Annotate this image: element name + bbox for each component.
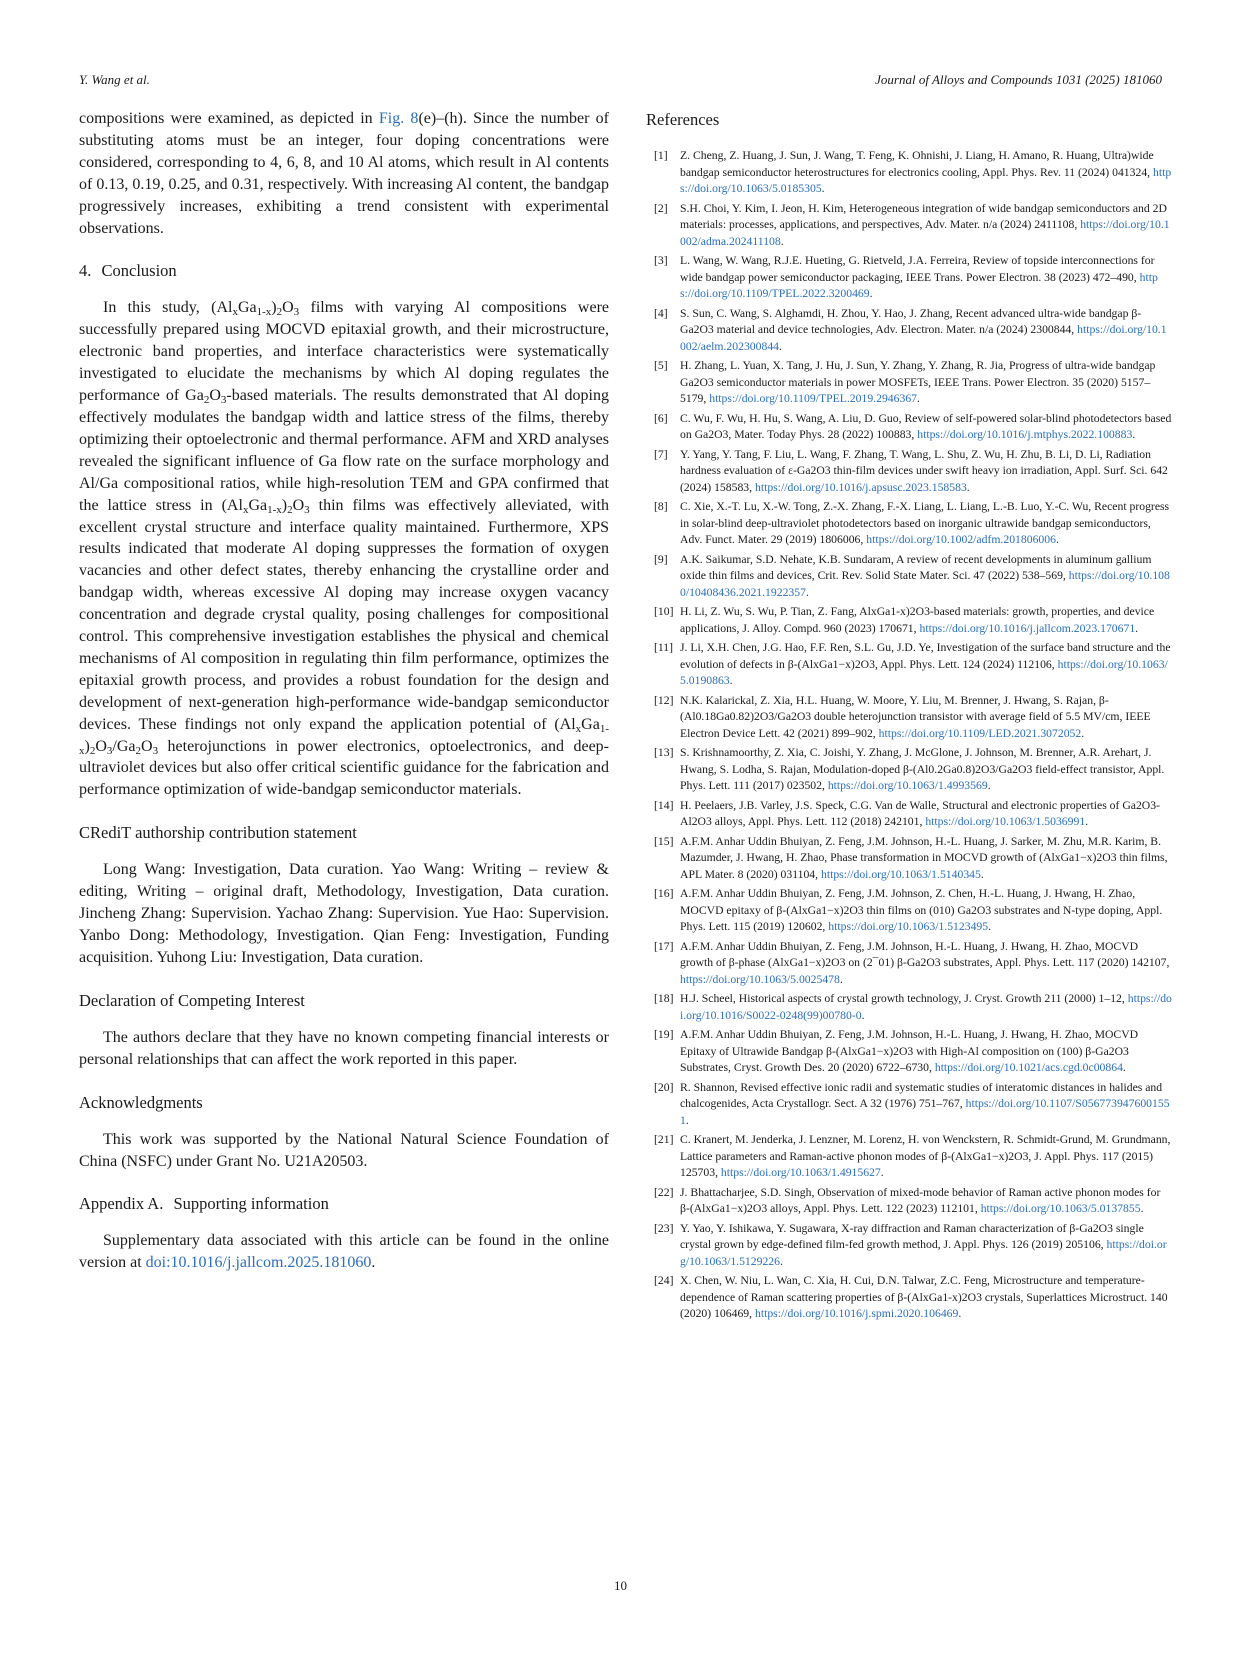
reference-doi-link[interactable]: https://doi.org/10.1063/5.0137855 [980,1202,1141,1215]
reference-number: [24] [654,1274,674,1287]
reference-doi-link[interactable]: https://doi.org/10.1109/LED.2021.3072052 [878,726,1082,740]
reference-citation: H.J. Scheel, Historical aspects of crystal growth technology, J. Cryst. Growth 211 (2000) 1–12, [680,992,1128,1005]
reference-number: [3] [654,254,668,267]
reference-text [680,358,1172,408]
reference-item [646,1221,1172,1271]
reference-end: . [1122,1061,1126,1074]
references-heading: References [646,110,720,129]
reference-doi-link[interactable]: https://doi.org/10.1080/10408436.2021.1922357 [680,569,1170,599]
appendix-paragraph [79,1230,609,1274]
reference-end: . [1132,428,1136,441]
intro-paragraph [79,108,609,239]
reference-item [646,1080,1172,1130]
reference-item [646,499,1172,549]
reference-number: [1] [654,149,668,162]
appendix-end: . [371,1254,376,1272]
reference-text [680,253,1172,303]
reference-text [680,1273,1172,1323]
reference-end: . [780,234,784,248]
reference-text [680,640,1172,690]
appendix-label: Appendix A. [79,1194,164,1214]
acknowledgments-heading: Acknowledgments [79,1092,203,1112]
reference-doi-link[interactable]: https://doi.org/10.1002/adfm.201806006 [866,533,1056,546]
page-number: 10 [614,1578,627,1593]
reference-number: [21] [654,1133,674,1146]
reference-citation: N.K. Kalarickal, Z. Xia, H.L. Huang, W. Moore, Y. Liu, M. Brenner, J. Hwang, S. Rajan, β-(Al0.18Ga0.82)2O3/Ga2O3 double heterojunction transistor with average field of 5.5 MV/cm, IEEE Electron Device Lett. 42 (2021) 899–902, [680,693,1151,740]
section-number: 4. [79,261,92,281]
reference-item [646,991,1172,1024]
reference-end: . [1085,815,1089,828]
reference-text [680,798,1172,831]
reference-citation: A.F.M. Anhar Uddin Bhuiyan, Z. Feng, J.M. Johnson, H.-L. Huang, J. Hwang, H. Zhao, MOCVD growth of β-phase (AlxGa1−x)2O3 on (2¯01) β-Ga2O3 substrates, Appl. Phys. Lett. 117 (2020) 142107, [680,939,1170,969]
reference-item [646,640,1172,690]
reference-citation: H. Li, Z. Wu, S. Wu, P. Tian, Z. Fang, AlxGa1-x)2O3-based materials: growth, properties, and device applications, J. Alloy. Compd. 960 (2023) 170671, [680,605,1155,635]
reference-doi-link[interactable]: https://doi.org/10.1063/5.0025478 [680,972,840,986]
reference-list [646,148,1172,1323]
credit-heading: CRediT authorship contribution statement [79,823,357,843]
reference-doi-link[interactable]: https://doi.org/10.1063/1.4993569 [827,779,988,792]
reference-number: [12] [654,693,674,707]
reference-text [680,1185,1172,1218]
reference-number: [4] [654,306,668,320]
reference-number: [20] [654,1080,674,1094]
section-title: Conclusion [101,261,177,281]
right-column [646,108,1172,1326]
reference-text [680,411,1172,444]
reference-text [680,991,1172,1024]
reference-end: . [780,1254,783,1268]
reference-end: . [1081,726,1085,740]
reference-number: [14] [654,798,674,812]
reference-end: . [869,287,873,300]
reference-item [646,552,1172,602]
reference-end: . [729,674,733,687]
reference-text [680,939,1172,989]
reference-citation: A.F.M. Anhar Uddin Bhuiyan, Z. Feng, J.M. Johnson, H.-L. Huang, J. Sarker, M. Zhu, M.R. Karim, B. Mazumder, J. Hwang, H. Zhao, Phase transformation in MOCVD growth of (AlxGa1−x)2O3 thin films, APL Mater. 8 (2020) 031104, [680,834,1168,881]
reference-citation: Y. Yang, Y. Tang, F. Liu, L. Wang, F. Zhang, T. Wang, L. Shu, Z. Wu, H. Zhu, B. Li, D. Li, Radiation hardness evaluation of ε-Ga2O3 thin-film devices under swift heavy ion irradiation, Appl. Surf. Sci. 642 (2024) 158583, [680,447,1168,494]
reference-end: . [685,1113,689,1127]
reference-citation: L. Wang, W. Wang, R.J.E. Hueting, G. Rietveld, J.A. Ferreira, Review of topside interconnections for wide bandgap power semiconductor packaging, IEEE Trans. Power Electron. 38 (2023) 472–490, [680,254,1155,284]
reference-item [646,745,1172,795]
reference-number: [7] [654,447,668,461]
appendix-doi-link[interactable]: doi:10.1016/j.jallcom.2025.181060 [145,1254,372,1272]
reference-end: . [821,182,825,195]
reference-citation: Y. Yao, Y. Ishikawa, Y. Sugawara, X-ray diffraction and Raman characterization of β-Ga2O3 single crystal grown by edge-defined film-fed growth method, J. Appl. Phys. 126 (2019) 205106, [680,1221,1144,1251]
reference-item [646,358,1172,408]
reference-number: [8] [654,500,668,513]
reference-item [646,939,1172,989]
reference-doi-link[interactable]: https://doi.org/10.1063/5.0190863 [680,657,1168,687]
reference-number: [23] [654,1221,674,1235]
reference-number: [13] [654,746,674,759]
reference-number: [6] [654,411,668,425]
reference-doi-link[interactable]: https://doi.org/10.1016/S0022-0248(99)00780-0 [680,992,1172,1022]
reference-citation: J. Li, X.H. Chen, J.G. Hao, F.F. Ren, S.L. Gu, J.D. Ye, Investigation of the surface band structure and the evolution of defects in β-(AlxGa1−x)2O3, Appl. Phys. Lett. 124 (2024) 112106, [680,641,1171,671]
reference-item [646,148,1172,198]
reference-doi-link[interactable]: https://doi.org/10.1021/acs.cgd.0c00864 [934,1061,1123,1074]
appendix-heading [79,1194,609,1214]
reference-citation: H. Zhang, L. Yuan, X. Tang, J. Hu, J. Sun, Y. Zhang, Y. Zhang, R. Jia, Progress of ultra-wide bandgap Ga2O3 semiconductor materials in power MOSFETs, IEEE Trans. Power Electron. 35 (2020) 5157–5179, [680,359,1156,405]
reference-citation: A.F.M. Anhar Uddin Bhuiyan, Z. Feng, J.M. Johnson, H.-L. Huang, J. Hwang, H. Zhao, MOCVD Epitaxy of Ultrawide Bandgap β-(AlxGa1−x)2O3 with High-Al composition on (100) β-Ga2O3 Substrates, Cryst. Growth Des. 20 (2020) 6722–6730, [680,1028,1139,1074]
reference-citation: J. Bhattacharjee, S.D. Singh, Observation of mixed-mode behavior of Raman active phonon modes for β-(AlxGa1−x)2O3 alloys, Appl. Phys. Lett. 122 (2023) 112101, [680,1185,1161,1215]
reference-number: [5] [654,359,668,372]
reference-citation: Z. Cheng, Z. Huang, J. Sun, J. Wang, T. Feng, K. Ohnishi, J. Liang, H. Amano, R. Huang, Ultra)wide bandgap semiconductor heterostructures for electronics cooling, Appl. Phys. Rev. 11 (2024) 041324, [680,149,1154,179]
appendix-text: Supplementary data associated with this article can be found in the online version at [79,1232,609,1272]
reference-doi-link[interactable]: https://doi.org/10.1063/1.5129226 [680,1238,1167,1268]
reference-item [646,1273,1172,1323]
acknowledgments-paragraph: This work was supported by the National Natural Science Foundation of China (NSFC) under Grant No. U21A20503. [79,1130,609,1170]
reference-citation: C. Wu, F. Wu, H. Hu, S. Wang, A. Liu, D. Guo, Review of self-powered solar-blind photodetectors based on Ga2O3, Mater. Today Phys. 28 (2022) 100883, [680,411,1172,441]
reference-end: . [987,779,991,792]
reference-number: [16] [654,887,674,900]
competing-interest-heading: Declaration of Competing Interest [79,990,305,1010]
reference-end: . [1135,621,1139,635]
reference-text [680,148,1172,198]
reference-citation: X. Chen, W. Niu, L. Wan, C. Xia, H. Cui, D.N. Talwar, Z.C. Feng, Microstructure and temperature-dependence of Raman scattering properties of β-(AlxGa1-x)2O3 crystals, Superlattices Microstruct. 140 (2020) 106469, [680,1274,1168,1320]
figure-link[interactable]: Fig. 8 [378,110,419,127]
reference-number: [19] [654,1028,674,1041]
running-head-journal: Journal of Alloys and Compounds 1031 (2025) 181060 [875,72,1162,87]
reference-doi-link[interactable]: https://doi.org/10.1109/TPEL.2019.2946367 [709,392,918,405]
reference-doi-link[interactable]: https://doi.org/10.1002/aelm.202300844 [680,323,1167,353]
reference-item [646,886,1172,936]
reference-item [646,411,1172,444]
reference-text [680,201,1172,251]
credit-paragraph: Long Wang: Investigation, Data curation. Yao Wang: Writing – review & editing, Writing – original draft, Methodology, Investigation, Data curation. Jincheng Zhang: Supervision. Yachao Zhang: Supervision. Yue Hao: Supervision. Yanbo Dong: Methodology, Investigation. Qian Feng: Investigation, Funding acquisition. Yuhong Liu: Investigation, Data curation. [79,861,609,966]
reference-doi-link[interactable]: https://doi.org/10.1063/5.0185305 [680,165,1172,195]
reference-number: [18] [654,992,674,1005]
reference-doi-link[interactable]: https://doi.org/10.1063/1.5140345 [821,867,981,881]
reference-text [680,1080,1172,1130]
reference-text [680,745,1172,795]
reference-item [646,447,1172,497]
reference-end: . [880,1166,884,1179]
conclusion-heading [79,261,609,281]
reference-number: [9] [654,552,668,566]
reference-number: [11] [654,641,674,654]
reference-number: [10] [654,605,674,618]
reference-end: . [839,972,843,986]
reference-citation: A.F.M. Anhar Uddin Bhuiyan, Z. Feng, J.M. Johnson, Z. Chen, H.-L. Huang, J. Hwang, H. Zhao, MOCVD epitaxy of β-(AlxGa1−x)2O3 thin films on (010) Ga2O3 substrates and N-type doping, Appl. Phys. Lett. 115 (2019) 120602, [680,887,1163,933]
reference-item [646,604,1172,637]
reference-doi-link[interactable]: https://doi.org/10.1002/adma.202411108 [680,218,1170,248]
reference-end: . [1140,1202,1144,1215]
reference-text [680,306,1172,356]
reference-item [646,693,1172,743]
reference-item [646,253,1172,303]
reference-item [646,1027,1172,1077]
reference-end: . [861,1008,865,1022]
reference-item [646,201,1172,251]
reference-number: [22] [654,1185,674,1199]
competing-interest-paragraph: The authors declare that they have no known competing financial interests or personal relationships that can affect the work reported in this paper. [79,1028,609,1068]
reference-text [680,886,1172,936]
reference-doi-link[interactable]: https://doi.org/10.1016/j.apsusc.2023.158583 [755,480,967,494]
reference-text [680,1132,1172,1182]
reference-doi-link[interactable]: https://doi.org/10.1016/j.jallcom.2023.170671 [919,621,1136,635]
reference-doi-link[interactable]: https://doi.org/10.1109/TPEL.2022.3200469 [680,270,1158,300]
reference-text [680,552,1172,602]
reference-item [646,1132,1172,1182]
reference-citation: C. Xie, X.-T. Lu, X.-W. Tong, Z.-X. Zhang, F.-X. Liang, L. Liang, L.-B. Luo, Y.-C. Wu, Recent progress in solar-blind deep-ultraviolet photodetectors based on inorganic ultrawide bandgap semiconductors, Adv. Funct. Mater. 29 (2019) 1806006, [680,500,1170,546]
reference-item [646,1185,1172,1218]
reference-doi-link[interactable]: https://doi.org/10.1063/1.5036991 [925,815,1086,828]
reference-text [680,499,1172,549]
reference-end: . [779,339,782,353]
reference-text [680,447,1172,497]
reference-text [680,834,1172,884]
reference-doi-link[interactable]: https://doi.org/10.1063/1.5123495 [828,920,989,933]
reference-end: . [958,1307,962,1320]
reference-end: . [1055,533,1059,546]
reference-text [680,1027,1172,1077]
reference-citation: A.K. Saikumar, S.D. Nehate, K.B. Sundaram, A review of recent developments in aluminum gallium oxide thin films and devices, Crit. Rev. Solid State Mater. Sci. 47 (2022) 538–569, [680,552,1152,582]
reference-number: [17] [654,939,674,953]
reference-citation: R. Shannon, Revised effective ionic radii and systematic studies of interatomic distances in halides and chalcogenides, Acta Crystallogr. Sect. A 32 (1976) 751–767, [680,1080,1163,1110]
intro-text-2: (e)–(h). Since the number of substituting atoms must be an integer, four doping concentrations were considered, corresponding to 4, 6, 8, and 10 Al atoms, which result in Al contents of 0.13, 0.19, 0.25, and 0.31, respectively. With increasing Al content, the bandgap progressively increases, exhibiting a trend consistent with experimental observations. [79,110,610,237]
reference-end: . [966,480,970,494]
conclusion-paragraph: In this study, $(Al_xGa_{1-x})_2O_3$ films with varying Al compositions were successfully prepared using MOCVD epitaxial growth, and their microstructure, electronic band properties, and interface characteristics were systematically investigated to elucidate the mechanisms by which Al doping regulates the performance of $Ga_2O_3$-based materials. The results demonstrated that Al doping effectively modulates the bandgap width and lattice stress of the films, thereby optimizing their optoelectronic and thermal performance. AFM and XRD analyses revealed the significant influence of Ga flow rate on the surface morphology and Al/Ga compositional ratios, while high-resolution TEM and GPA confirmed that the lattice stress in $(Al_xGa_{1-x})_2O_3$ thin films was effectively alleviated, with excellent crystal structure and interface quality maintained. Furthermore, XPS results indicated that moderate Al doping suppresses the formation of oxygen vacancies and other defect states, thereby enhancing the crystalline order and bandgap width, whereas excessive Al doping may increase oxygen vacancy concentration and degrade crystal quality, posing challenges for compositional control. This comprehensive investigation establishes the physical and chemical mechanisms of Al composition in regulating thin film performance, optimizes the epitaxial growth process, and provides a robust foundation for the design and development of next-generation high-performance wide-bandgap semiconductor devices. These findings not only expand the application potential of $(Al_xGa_{1-x})_2O_3/Ga_2O_3$ heterojunctions in power electronics, optoelectronics, and deep-ultraviolet devices but also offer critical scientific guidance for the fabrication and performance optimization of wide-bandgap semiconductor materials. [79,299,610,799]
reference-end: . [805,585,809,599]
reference-citation: H. Peelaers, J.B. Varley, J.S. Speck, C.G. Van de Walle, Structural and electronic properties of Ga2O3-Al2O3 alloys, Appl. Phys. Lett. 112 (2018) 242101, [680,798,1160,828]
reference-text [680,1221,1172,1271]
reference-citation: C. Kranert, M. Jenderka, J. Lenzner, M. Lorenz, H. von Wenckstern, R. Schmidt-Grund, M. Grundmann, Lattice parameters and Raman-active phonon modes of β-(AlxGa1−x)2O3, J. Appl. Phys. 117 (2015) 125703, [680,1133,1171,1179]
reference-end: . [980,867,984,881]
reference-item [646,798,1172,831]
reference-number: [15] [654,834,674,848]
reference-end: . [917,392,920,405]
reference-citation: S. Sun, C. Wang, S. Alghamdi, H. Zhou, Y. Hao, J. Zhang, Recent advanced ultra-wide bandgap β-Ga2O3 material and device technologies, Adv. Electron. Mater. n/a (2024) 2300844, [680,306,1142,336]
reference-doi-link[interactable]: https://doi.org/10.1016/j.mtphys.2022.100883 [917,428,1133,441]
intro-text-1: compositions were examined, as depicted in [79,110,379,127]
reference-doi-link[interactable]: https://doi.org/10.1016/j.spmi.2020.106469 [755,1307,959,1320]
reference-citation: S.H. Choi, Y. Kim, I. Jeon, H. Kim, Heterogeneous integration of wide bandgap semiconductors and 2D materials: processes, applications, and perspectives, Adv. Mater. n/a (2024) 2411108, [680,201,1167,231]
reference-doi-link[interactable]: https://doi.org/10.1107/S0567739476001551 [680,1097,1170,1127]
reference-doi-link[interactable]: https://doi.org/10.1063/1.4915627 [720,1166,881,1179]
reference-item [646,306,1172,356]
reference-number: [2] [654,201,668,215]
appendix-title: Supporting information [173,1194,329,1214]
left-column [79,108,609,1274]
reference-item [646,834,1172,884]
reference-text [680,693,1172,743]
reference-citation: S. Krishnamoorthy, Z. Xia, C. Joishi, Y. Zhang, J. McGlone, J. Johnson, M. Brenner, A.R. Arehart, J. Hwang, S. Lodha, S. Rajan, Modulation-doped β-(Al0.2Ga0.8)2O3/Ga2O3 field-effect transistor, Appl. Phys. Lett. 111 (2017) 023502, [680,746,1165,792]
reference-end: . [988,920,992,933]
reference-text [680,604,1172,637]
running-head-authors: Y. Wang et al. [79,72,150,87]
